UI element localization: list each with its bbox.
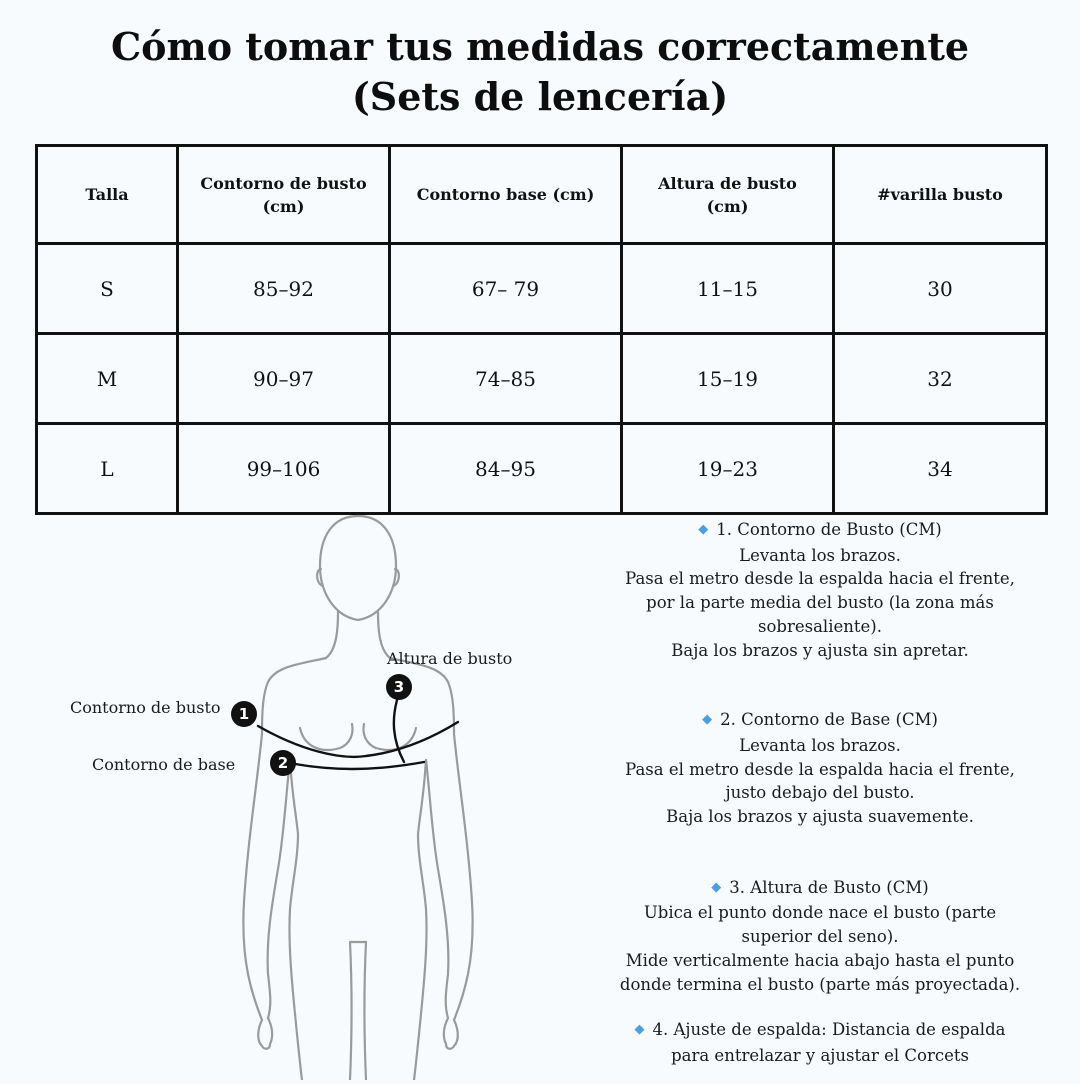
header-size: Talla — [37, 146, 178, 244]
cell-size: M — [37, 334, 178, 424]
instruction-line: Ubica el punto donde nace el busto (parte — [643, 903, 997, 923]
table-row — [37, 424, 1047, 514]
instruction-height — [605, 876, 1035, 997]
size-table — [35, 144, 1048, 515]
table-header-row — [37, 146, 1047, 244]
instruction-line: Pasa el metro desde la espalda hacia el frente, — [625, 569, 1015, 589]
measurement-instructions — [605, 518, 1035, 1068]
cell-bust-height: 11–15 — [622, 244, 834, 334]
cell-wire: 34 — [834, 424, 1047, 514]
cell-wire: 30 — [834, 244, 1047, 334]
instruction-bust — [605, 518, 1035, 662]
instruction-title: 1. Contorno de Busto (CM) — [716, 520, 942, 539]
cell-bust: 85–92 — [178, 244, 390, 334]
table-row — [37, 244, 1047, 334]
diamond-bullet-icon: ◆ — [634, 1022, 645, 1038]
label-base-circumference: Contorno de base — [92, 755, 236, 774]
cell-base: 84–95 — [390, 424, 622, 514]
diamond-bullet-icon: ◆ — [711, 879, 722, 895]
instruction-line: Baja los brazos y ajusta sin apretar. — [671, 640, 969, 660]
title-line-1: Cómo tomar tus medidas correctamente — [110, 24, 970, 69]
label-bust-circumference: Contorno de busto — [70, 698, 221, 717]
instruction-line: Pasa el metro desde la espalda hacia el frente, — [625, 759, 1015, 779]
cell-bust-height: 19–23 — [622, 424, 834, 514]
instruction-title: 4. Ajuste de espalda: Distancia de espalda — [652, 1020, 1006, 1040]
cell-size: S — [37, 244, 178, 334]
marker-2-base: 2 — [270, 750, 296, 776]
cell-bust: 90–97 — [178, 334, 390, 424]
instruction-line: donde termina el busto (parte más proyectada). — [619, 974, 1021, 994]
cell-bust-height: 15–19 — [622, 334, 834, 424]
cell-base: 67– 79 — [390, 244, 622, 334]
marker-1-bust: 1 — [231, 701, 257, 727]
instruction-back — [605, 1018, 1035, 1067]
title-line-2: (Sets de lencería) — [351, 74, 729, 119]
diamond-bullet-icon: ◆ — [702, 712, 713, 728]
cell-bust: 99–106 — [178, 424, 390, 514]
instruction-line: para entrelazar y ajustar el Corcets — [671, 1045, 969, 1065]
header-wire: #varilla busto — [834, 146, 1047, 244]
instruction-line: Baja los brazos y ajusta suavemente. — [666, 807, 974, 827]
marker-3-height: 3 — [386, 674, 412, 700]
cell-base: 74–85 — [390, 334, 622, 424]
cell-size: L — [37, 424, 178, 514]
instruction-line: Levanta los brazos. — [739, 545, 901, 565]
instruction-line: superior del seno). — [741, 927, 899, 947]
cell-wire: 32 — [834, 334, 1047, 424]
header-bust-height: Altura de busto (cm) — [622, 146, 834, 244]
instruction-line: Levanta los brazos. — [739, 735, 901, 755]
table-row — [37, 334, 1047, 424]
instruction-line: Mide verticalmente hacia abajo hasta el punto — [625, 950, 1015, 970]
header-base: Contorno base (cm) — [390, 146, 622, 244]
page-title — [0, 22, 1080, 122]
instruction-line: por la parte media del busto (la zona más — [646, 593, 994, 613]
diamond-bullet-icon: ◆ — [698, 522, 709, 537]
instruction-base — [605, 708, 1035, 829]
instruction-line: sobresaliente). — [758, 616, 882, 636]
instruction-line: justo debajo del busto. — [725, 783, 915, 803]
body-measurement-figure — [0, 514, 600, 1080]
instruction-title: 3. Altura de Busto (CM) — [729, 877, 929, 897]
instruction-title: 2. Contorno de Base (CM) — [720, 710, 938, 730]
body-silhouette-illustration — [0, 514, 600, 1080]
label-bust-height: Altura de busto — [387, 649, 513, 668]
header-bust: Contorno de busto (cm) — [178, 146, 390, 244]
